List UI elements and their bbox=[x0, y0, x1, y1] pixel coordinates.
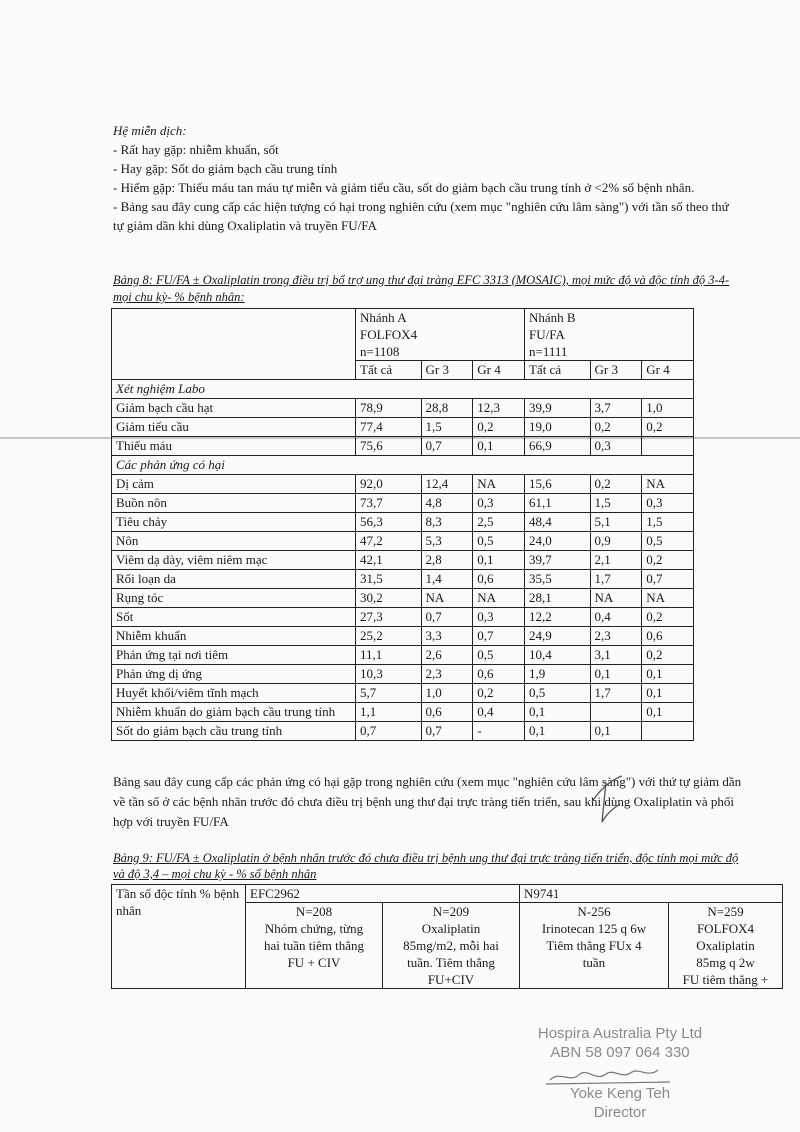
table-cell: 0,7 bbox=[356, 722, 422, 741]
table-cell: 0,2 bbox=[473, 684, 525, 703]
row-label: Phản ứng dị ứng bbox=[112, 665, 356, 684]
table-cell: 2,6 bbox=[421, 646, 473, 665]
row-label-cell: Tần số độc tính % bệnh nhân bbox=[112, 885, 246, 989]
arm-line: Nhóm chứng, từng bbox=[264, 921, 364, 936]
table-cell: 24,9 bbox=[524, 627, 590, 646]
table-row bbox=[112, 570, 694, 589]
study-efc2962: EFC2962 bbox=[246, 885, 520, 903]
section-title: Các phản ứng có hại bbox=[112, 456, 356, 475]
arm-line: FU + CIV bbox=[287, 955, 341, 970]
table-row bbox=[112, 437, 694, 456]
table-row bbox=[112, 665, 694, 684]
col-header: Gr 3 bbox=[590, 361, 642, 380]
arm-col-3 bbox=[520, 903, 669, 989]
table-cell: 0,4 bbox=[590, 608, 642, 627]
table-cell: 0,1 bbox=[524, 722, 590, 741]
table-cell: 0,1 bbox=[642, 684, 694, 703]
paragraph-text: Bảng sau đây cung cấp các phản ứng có hại gặp trong nghiên cứu (xem mục "nghiên cứu lâm sàng") với thứ tự giảm dần về tần số ở các bệnh nhân trước đó chưa điều trị bệnh ung thư đại trực tràng tiến triển, sau khi dùng Oxaliplatin và phối hợp với truyền FU/FA bbox=[113, 774, 742, 829]
intro-line: - Hay gặp: Sốt do giảm bạch cầu trung tính bbox=[113, 161, 338, 176]
table-cell: 75,6 bbox=[356, 437, 422, 456]
arm-label: Nhánh B bbox=[528, 310, 576, 325]
arm-n: n=1108 bbox=[360, 344, 400, 359]
table9-intro-paragraph bbox=[113, 772, 743, 832]
table-row bbox=[112, 513, 694, 532]
table-row bbox=[112, 551, 694, 570]
table9 bbox=[111, 884, 783, 989]
table-cell: 1,0 bbox=[421, 684, 473, 703]
table-cell: 0,3 bbox=[473, 494, 525, 513]
row-label: Dị cảm bbox=[112, 475, 356, 494]
table-cell: NA bbox=[473, 475, 525, 494]
stamp-title: Director bbox=[593, 1104, 647, 1121]
arm-line: Oxaliplatin bbox=[421, 921, 481, 936]
table-cell: 0,5 bbox=[473, 532, 525, 551]
table9-study-header bbox=[112, 885, 783, 903]
row-label: Huyết khối/viêm tĩnh mạch bbox=[112, 684, 356, 703]
table-cell: 0,2 bbox=[642, 608, 694, 627]
col-header: Tất cả bbox=[356, 361, 422, 380]
table-cell: 0,1 bbox=[524, 703, 590, 722]
section-title: Xét nghiệm Labo bbox=[112, 380, 356, 399]
table-cell: NA bbox=[590, 589, 642, 608]
table-cell: 0,5 bbox=[642, 532, 694, 551]
table-cell: 61,1 bbox=[524, 494, 590, 513]
study-n9741: N9741 bbox=[520, 885, 783, 903]
col-header: Gr 4 bbox=[473, 361, 525, 380]
arm-line: N=209 bbox=[432, 904, 470, 919]
table-cell: 0,5 bbox=[524, 684, 590, 703]
arm-line: Irinotecan 125 q 6w bbox=[541, 921, 647, 936]
table-cell: 5,3 bbox=[421, 532, 473, 551]
table-cell: 0,6 bbox=[642, 627, 694, 646]
table-cell: - bbox=[473, 722, 525, 741]
table-cell: 0,6 bbox=[473, 665, 525, 684]
table-cell: 1,1 bbox=[356, 703, 422, 722]
table-cell: 0,1 bbox=[473, 551, 525, 570]
table-cell: 24,0 bbox=[524, 532, 590, 551]
arm-line: FU+CIV bbox=[427, 972, 475, 987]
table-cell: 0,2 bbox=[590, 475, 642, 494]
table-row bbox=[112, 722, 694, 741]
intro-line: - Rất hay gặp: nhiễm khuẩn, sốt bbox=[113, 142, 279, 157]
table-row bbox=[112, 684, 694, 703]
table-cell: 2,3 bbox=[590, 627, 642, 646]
table-cell: 1,5 bbox=[642, 513, 694, 532]
row-label: Nôn bbox=[112, 532, 356, 551]
arm-line: 85mg/m2, mỗi hai bbox=[403, 938, 499, 953]
table-cell: 0,2 bbox=[642, 646, 694, 665]
row-label: Giảm bạch cầu hạt bbox=[112, 399, 356, 418]
stamp-company: Hospira Australia Pty Ltd bbox=[537, 1025, 703, 1042]
table-cell: 0,1 bbox=[642, 703, 694, 722]
table-cell: 1,7 bbox=[590, 570, 642, 589]
table-cell: 0,7 bbox=[473, 627, 525, 646]
stamp-abn: ABN 58 097 064 330 bbox=[550, 1044, 690, 1061]
row-label: Rụng tóc bbox=[112, 589, 356, 608]
table-cell: 5,7 bbox=[356, 684, 422, 703]
table-cell: 0,7 bbox=[421, 437, 473, 456]
table-cell: 8,3 bbox=[421, 513, 473, 532]
col-header: Tất cả bbox=[524, 361, 590, 380]
table-header-blank bbox=[112, 309, 356, 380]
arm-line: 85mg q 2w bbox=[696, 955, 755, 970]
arm-col-4 bbox=[669, 903, 783, 989]
arm-col-2 bbox=[383, 903, 520, 989]
arm-line: N=259 bbox=[707, 904, 744, 919]
table-cell: 0,9 bbox=[590, 532, 642, 551]
table8-caption: Bảng 8: FU/FA ± Oxaliplatin trong điều trị bổ trợ ung thư đại tràng EFC 3313 (MOSAIC), mọi mức độ và độc tính độ 3-4- mọi chu kỳ- % bệnh nhân: bbox=[113, 273, 730, 304]
table-cell: 39,7 bbox=[524, 551, 590, 570]
table-cell: 73,7 bbox=[356, 494, 422, 513]
arm-line: Tiêm thẳng FUx 4 bbox=[546, 938, 642, 953]
row-label: Tiêu chảy bbox=[112, 513, 356, 532]
table-cell: 0,7 bbox=[421, 608, 473, 627]
arm-regimen: FOLFOX4 bbox=[360, 327, 418, 342]
arm-b-header bbox=[524, 309, 693, 361]
table-cell: 11,1 bbox=[356, 646, 422, 665]
col-header: Gr 3 bbox=[421, 361, 473, 380]
table-cell: 2,3 bbox=[421, 665, 473, 684]
table-row bbox=[112, 627, 694, 646]
table-cell: 0,1 bbox=[590, 665, 642, 684]
table-cell: 39,9 bbox=[524, 399, 590, 418]
table-cell: 12,2 bbox=[524, 608, 590, 627]
table-cell: 0,2 bbox=[642, 551, 694, 570]
intro-line: - Hiếm gặp: Thiếu máu tan máu tự miễn và giảm tiểu cầu, sốt do giảm bạch cầu trung tính ở <2% số bệnh nhân. bbox=[113, 180, 695, 195]
table-cell: 1,4 bbox=[421, 570, 473, 589]
table-row bbox=[112, 589, 694, 608]
section-blank bbox=[356, 380, 694, 399]
table-cell bbox=[642, 437, 694, 456]
handwritten-mark-icon bbox=[588, 772, 628, 826]
table-cell: 3,3 bbox=[421, 627, 473, 646]
table-row bbox=[112, 703, 694, 722]
table-cell: 1,5 bbox=[421, 418, 473, 437]
table8-arm-header bbox=[112, 309, 694, 361]
table-cell: 0,6 bbox=[473, 570, 525, 589]
arm-line: FU tiêm thẳng + bbox=[682, 972, 769, 987]
table-row bbox=[112, 399, 694, 418]
intro-line: - Bảng sau đây cung cấp các hiện tượng có hại trong nghiên cứu (xem mục "nghiên cứu lâm sàng") với tần số theo thứ tự giảm dần khi dùng Oxaliplatin và truyền FU/FA bbox=[113, 199, 729, 233]
table-cell: 0,1 bbox=[473, 437, 525, 456]
table8 bbox=[111, 308, 694, 741]
table-cell: 28,8 bbox=[421, 399, 473, 418]
table-cell: 2,5 bbox=[473, 513, 525, 532]
table-cell: 0,6 bbox=[421, 703, 473, 722]
table-cell: 0,3 bbox=[590, 437, 642, 456]
table-cell: 15,6 bbox=[524, 475, 590, 494]
arm-line: N-256 bbox=[577, 904, 611, 919]
section-row bbox=[112, 380, 694, 399]
table-cell: 3,1 bbox=[590, 646, 642, 665]
table-cell: 0,1 bbox=[590, 722, 642, 741]
table-cell: 27,3 bbox=[356, 608, 422, 627]
table-cell: 31,5 bbox=[356, 570, 422, 589]
table-cell: NA bbox=[642, 589, 694, 608]
arm-line: hai tuần tiêm thẳng bbox=[263, 938, 364, 953]
table-cell: 1,7 bbox=[590, 684, 642, 703]
table-cell: 78,9 bbox=[356, 399, 422, 418]
table-cell: 48,4 bbox=[524, 513, 590, 532]
table-cell bbox=[642, 722, 694, 741]
table-cell: 92,0 bbox=[356, 475, 422, 494]
arm-line: FOLFOX4 bbox=[696, 921, 755, 936]
row-label: Rối loạn da bbox=[112, 570, 356, 589]
table-cell: NA bbox=[642, 475, 694, 494]
table-row bbox=[112, 646, 694, 665]
arm-line: Oxaliplatin bbox=[696, 938, 755, 953]
table-cell: 0,2 bbox=[590, 418, 642, 437]
table-cell: 4,8 bbox=[421, 494, 473, 513]
row-label: Viêm dạ dày, viêm niêm mạc bbox=[112, 551, 356, 570]
row-label: Nhiễm khuẩn bbox=[112, 627, 356, 646]
table-cell: 35,5 bbox=[524, 570, 590, 589]
table-cell: 77,4 bbox=[356, 418, 422, 437]
row-label: Sốt do giảm bạch cầu trung tính bbox=[112, 722, 356, 741]
table-cell: 2,8 bbox=[421, 551, 473, 570]
immune-system-section bbox=[113, 121, 733, 235]
table-cell: 12,4 bbox=[421, 475, 473, 494]
arm-line: tuần. Tiêm thẳng bbox=[407, 955, 495, 970]
table-cell: 0,2 bbox=[642, 418, 694, 437]
table-cell: 28,1 bbox=[524, 589, 590, 608]
table-cell: 0,3 bbox=[473, 608, 525, 627]
arm-label: Nhánh A bbox=[360, 310, 407, 325]
table-cell: 0,4 bbox=[473, 703, 525, 722]
table-cell: 5,1 bbox=[590, 513, 642, 532]
table-cell: 0,2 bbox=[473, 418, 525, 437]
section-heading: Hệ miễn dịch: bbox=[113, 123, 187, 138]
arm-a-header bbox=[356, 309, 525, 361]
stamp-name: Yoke Keng Teh bbox=[569, 1085, 671, 1102]
table-cell: 0,7 bbox=[642, 570, 694, 589]
table-cell: 12,3 bbox=[473, 399, 525, 418]
section-blank bbox=[356, 456, 694, 475]
table-cell: 47,2 bbox=[356, 532, 422, 551]
col-header: Gr 4 bbox=[642, 361, 694, 380]
table-cell: 25,2 bbox=[356, 627, 422, 646]
table-cell: 3,7 bbox=[590, 399, 642, 418]
table-row bbox=[112, 418, 694, 437]
table-row bbox=[112, 608, 694, 627]
row-label: Buồn nôn bbox=[112, 494, 356, 513]
table-cell: NA bbox=[473, 589, 525, 608]
table-cell: 42,1 bbox=[356, 551, 422, 570]
row-label: Nhiễm khuẩn do giảm bạch cầu trung tính bbox=[112, 703, 356, 722]
arm-col-1 bbox=[246, 903, 383, 989]
table-cell: 1,9 bbox=[524, 665, 590, 684]
arm-n: n=1111 bbox=[528, 344, 568, 359]
table-cell: 2,1 bbox=[590, 551, 642, 570]
row-label: Giảm tiểu cầu bbox=[112, 418, 356, 437]
table-cell: 66,9 bbox=[524, 437, 590, 456]
signature-icon bbox=[540, 1062, 690, 1088]
table-cell: 0,1 bbox=[642, 665, 694, 684]
table-row bbox=[112, 494, 694, 513]
table-cell: 0,7 bbox=[421, 722, 473, 741]
table-cell: 30,2 bbox=[356, 589, 422, 608]
table-cell bbox=[590, 703, 642, 722]
table-cell: 10,3 bbox=[356, 665, 422, 684]
table-cell: 1,0 bbox=[642, 399, 694, 418]
table-row bbox=[112, 475, 694, 494]
arm-line: tuần bbox=[582, 955, 606, 970]
table-cell: 0,3 bbox=[642, 494, 694, 513]
table-cell: 0,5 bbox=[473, 646, 525, 665]
section-row bbox=[112, 456, 694, 475]
table-cell: 19,0 bbox=[524, 418, 590, 437]
table-row bbox=[112, 532, 694, 551]
table-cell: 56,3 bbox=[356, 513, 422, 532]
table-cell: 10,4 bbox=[524, 646, 590, 665]
table-cell: 1,5 bbox=[590, 494, 642, 513]
table9-caption: Bảng 9: FU/FA ± Oxaliplatin ở bệnh nhân trước đó chưa điều trị bệnh ung thư đại trực tràng tiến triển, độc tính mọi mức độ và độ 3,4 – mọi chu kỳ - % số bệnh nhân bbox=[113, 851, 739, 881]
arm-line: N=208 bbox=[295, 904, 333, 919]
row-label: Phản ứng tại nơi tiêm bbox=[112, 646, 356, 665]
arm-regimen: FU/FA bbox=[528, 327, 565, 342]
row-label: Sốt bbox=[112, 608, 356, 627]
row-label: Thiếu máu bbox=[112, 437, 356, 456]
table-cell: NA bbox=[421, 589, 473, 608]
